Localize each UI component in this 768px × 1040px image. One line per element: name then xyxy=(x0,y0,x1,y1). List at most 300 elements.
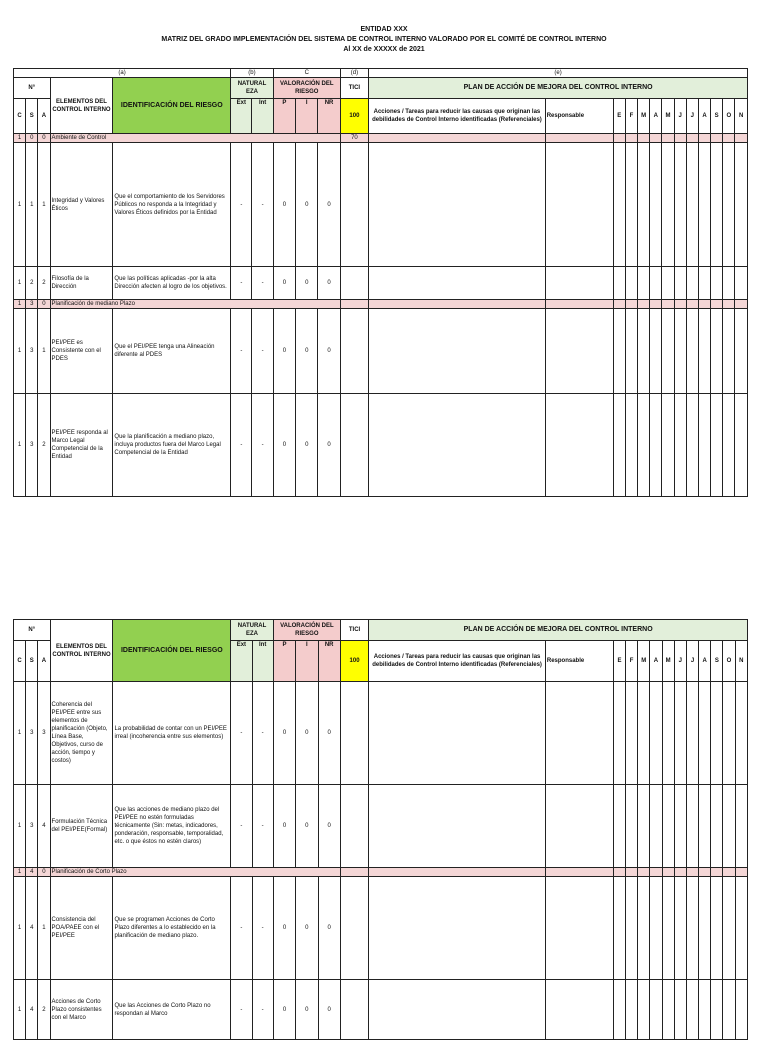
element-cell: Formulación Técnica del PEI/PEE(Formal) xyxy=(50,785,113,868)
plan-cell xyxy=(735,868,747,877)
month-cell xyxy=(625,267,637,300)
nr-cell: 0 xyxy=(318,394,340,497)
month-header: M xyxy=(662,99,674,134)
month-cell xyxy=(711,394,723,497)
plan-cell xyxy=(735,134,748,143)
tici-total: 100 xyxy=(340,641,368,682)
p-cell: 0 xyxy=(273,785,295,868)
month-header: F xyxy=(626,641,638,682)
ext-header: Ext xyxy=(231,99,252,134)
month-cell xyxy=(698,309,710,394)
int-cell: - xyxy=(252,309,273,394)
section-label: Planificación de mediano Plazo xyxy=(50,300,340,309)
a-cell: 0 xyxy=(38,868,50,877)
s-cell: 3 xyxy=(26,682,38,785)
s-cell: 4 xyxy=(26,980,38,1040)
month-cell xyxy=(662,143,674,267)
month-cell xyxy=(613,877,625,980)
month-cell xyxy=(650,309,662,394)
month-cell xyxy=(686,394,698,497)
responsible-header: Responsable xyxy=(545,99,613,134)
risk-cell: Que el PEI/PEE tenga una Alineación diferente al PDES xyxy=(113,309,231,394)
month-header: N xyxy=(735,99,748,134)
nr-cell: 0 xyxy=(318,877,340,980)
c-cell: 1 xyxy=(14,682,26,785)
p-cell: 0 xyxy=(273,980,295,1040)
month-header: O xyxy=(723,99,735,134)
plan-cell xyxy=(699,868,711,877)
responsible-cell xyxy=(545,394,613,497)
element-cell: Coherencia del PEI/PEE entre sus elementos de planificación (Objeto, Línea Base, Objetivos, curso de acción, tiempo y costos) xyxy=(50,682,113,785)
month-cell xyxy=(735,877,747,980)
month-cell xyxy=(626,682,638,785)
month-cell xyxy=(735,394,748,497)
plan-cell xyxy=(625,300,637,309)
risk-cell: Que las Acciones de Corto Plazo no respondan al Marco xyxy=(113,980,231,1040)
month-cell xyxy=(650,877,662,980)
p-cell: 0 xyxy=(273,394,295,497)
month-cell xyxy=(662,309,674,394)
risk-valuation-header: VALORACIÓN DEL RIESGO xyxy=(273,620,340,641)
month-cell xyxy=(711,785,723,868)
month-header: E xyxy=(613,641,625,682)
tici-cell: 70 xyxy=(340,134,368,143)
nr-cell: 0 xyxy=(318,143,340,267)
month-cell xyxy=(613,394,625,497)
plan-cell xyxy=(650,300,662,309)
c-cell: 1 xyxy=(14,300,26,309)
month-cell xyxy=(638,682,650,785)
month-cell xyxy=(650,785,662,868)
month-header: E xyxy=(613,99,625,134)
column-group-b: (b) xyxy=(231,69,274,78)
month-cell xyxy=(674,877,686,980)
month-cell xyxy=(735,143,748,267)
month-cell xyxy=(613,785,625,868)
plan-cell xyxy=(711,300,723,309)
month-cell xyxy=(735,309,748,394)
nr-cell: 0 xyxy=(318,267,340,300)
tici-cell xyxy=(340,267,368,300)
c-cell: 1 xyxy=(14,980,26,1040)
a-cell: 2 xyxy=(38,394,50,497)
elements-header: ELEMENTOS DEL CONTROL INTERNO xyxy=(50,78,113,134)
month-cell xyxy=(735,785,747,868)
c-cell: 1 xyxy=(14,309,26,394)
int-cell: - xyxy=(252,143,273,267)
plan-cell xyxy=(698,300,710,309)
section-row xyxy=(14,868,748,877)
nr-header: NR xyxy=(318,641,340,682)
entity-title: ENTIDAD XXX xyxy=(360,26,408,33)
s-cell: 3 xyxy=(26,300,38,309)
responsible-header: Responsable xyxy=(545,641,613,682)
month-cell xyxy=(638,267,650,300)
int-cell: - xyxy=(252,394,273,497)
plan-cell xyxy=(674,134,686,143)
month-cell xyxy=(711,143,723,267)
s-header: S xyxy=(26,641,38,682)
i-cell: 0 xyxy=(296,682,318,785)
responsible-cell xyxy=(545,980,613,1040)
elements-header: ELEMENTOS DEL CONTROL INTERNO xyxy=(50,620,113,682)
s-cell: 3 xyxy=(26,309,38,394)
month-header: O xyxy=(723,641,735,682)
nature-header: NATURAL EZA xyxy=(231,78,274,99)
month-header: J xyxy=(686,99,698,134)
plan-cell xyxy=(686,300,698,309)
i-cell: 0 xyxy=(296,785,318,868)
month-cell xyxy=(686,267,698,300)
nr-cell: 0 xyxy=(318,309,340,394)
month-cell xyxy=(613,980,625,1040)
nr-header: NR xyxy=(318,99,340,134)
plan-cell xyxy=(686,868,698,877)
c-cell: 1 xyxy=(14,143,26,267)
a-cell: 1 xyxy=(38,143,50,267)
month-cell xyxy=(638,143,650,267)
month-header: F xyxy=(625,99,637,134)
s-cell: 1 xyxy=(26,143,38,267)
s-cell: 4 xyxy=(26,868,38,877)
risk-identification-header: IDENTIFICACIÓN DEL RIESGO xyxy=(113,620,231,682)
int-header: Int xyxy=(252,99,273,134)
month-cell xyxy=(674,980,686,1040)
month-cell xyxy=(723,682,735,785)
c-cell: 1 xyxy=(14,267,26,300)
month-cell xyxy=(650,267,662,300)
actions-cell xyxy=(369,394,546,497)
month-cell xyxy=(638,877,650,980)
actions-cell xyxy=(369,267,546,300)
p-header: P xyxy=(273,99,295,134)
i-cell: 0 xyxy=(296,980,318,1040)
month-cell xyxy=(638,394,650,497)
plan-cell xyxy=(698,134,710,143)
tici-cell xyxy=(340,785,368,868)
p-cell: 0 xyxy=(273,682,295,785)
section-label: Ambiente de Control xyxy=(50,134,340,143)
plan-cell xyxy=(723,300,735,309)
table-row xyxy=(14,143,748,267)
column-group-c: C xyxy=(273,69,340,78)
element-cell: Acciones de Corto Plazo consistentes con el Marco xyxy=(50,980,113,1040)
month-cell xyxy=(674,394,686,497)
month-cell xyxy=(723,309,735,394)
i-cell: 0 xyxy=(296,267,318,300)
a-cell: 1 xyxy=(38,877,50,980)
plan-cell xyxy=(613,868,625,877)
i-cell: 0 xyxy=(296,143,318,267)
month-cell xyxy=(686,785,698,868)
month-cell xyxy=(650,394,662,497)
nr-cell: 0 xyxy=(318,785,340,868)
s-cell: 0 xyxy=(26,134,38,143)
month-cell xyxy=(711,267,723,300)
month-cell xyxy=(625,394,637,497)
actions-cell xyxy=(369,309,546,394)
month-header: M xyxy=(638,641,650,682)
tici-cell xyxy=(340,877,368,980)
plan-cell xyxy=(711,134,723,143)
section-row xyxy=(14,300,748,309)
responsible-cell xyxy=(545,143,613,267)
plan-cell xyxy=(662,300,674,309)
plan-cell xyxy=(662,868,674,877)
plan-cell xyxy=(650,868,662,877)
s-cell: 3 xyxy=(26,785,38,868)
month-cell xyxy=(613,143,625,267)
month-cell xyxy=(698,394,710,497)
tici-cell xyxy=(340,682,368,785)
ext-cell: - xyxy=(231,980,252,1040)
plan-cell xyxy=(674,868,686,877)
month-header: M xyxy=(638,99,650,134)
plan-cell xyxy=(638,300,650,309)
int-header: Int xyxy=(252,641,273,682)
month-cell xyxy=(662,980,674,1040)
month-cell xyxy=(650,980,662,1040)
plan-cell xyxy=(723,134,735,143)
responsible-cell xyxy=(545,877,613,980)
month-header: A xyxy=(698,99,710,134)
risk-cell: Que se programen Acciones de Corto Plazo diferentes a lo establecido en la planificación de mediano plazo. xyxy=(113,877,231,980)
month-cell xyxy=(699,980,711,1040)
month-cell xyxy=(674,682,686,785)
number-header: N° xyxy=(14,620,51,641)
month-cell xyxy=(613,682,625,785)
int-cell: - xyxy=(252,877,273,980)
i-cell: 0 xyxy=(296,309,318,394)
a-cell: 4 xyxy=(38,785,50,868)
month-cell xyxy=(674,267,686,300)
i-cell: 0 xyxy=(296,877,318,980)
month-cell xyxy=(711,682,723,785)
ext-cell: - xyxy=(231,785,252,868)
month-cell xyxy=(699,682,711,785)
month-cell xyxy=(650,143,662,267)
month-header: A xyxy=(699,641,711,682)
month-header: A xyxy=(650,641,662,682)
risk-valuation-header: VALORACIÓN DEL RIESGO xyxy=(273,78,340,99)
table-row xyxy=(14,267,748,300)
ext-cell: - xyxy=(231,682,252,785)
month-cell xyxy=(686,877,698,980)
month-header: J xyxy=(674,641,686,682)
column-group-e: (e) xyxy=(369,69,748,78)
table-row xyxy=(14,682,748,785)
risk-cell: Que las políticas aplicadas -por la alta Dirección afecten al logro de los objetivos. xyxy=(113,267,231,300)
month-header: N xyxy=(735,641,747,682)
section-label: Planificación de Corto Plazo xyxy=(50,868,340,877)
month-cell xyxy=(674,309,686,394)
plan-cell xyxy=(711,868,723,877)
responsible-cell xyxy=(545,785,613,868)
month-cell xyxy=(674,143,686,267)
month-cell xyxy=(686,143,698,267)
int-cell: - xyxy=(252,267,273,300)
ext-cell: - xyxy=(231,267,252,300)
month-cell xyxy=(723,785,735,868)
a-header: A xyxy=(38,641,50,682)
month-cell xyxy=(699,877,711,980)
plan-cell xyxy=(674,300,686,309)
c-header: C xyxy=(14,641,26,682)
actions-header: Acciones / Tareas para reducir las causas que originan las debilidades de Control Interno identificadas (Referenciales) xyxy=(369,99,546,134)
nr-cell: 0 xyxy=(318,682,340,785)
responsible-cell xyxy=(545,309,613,394)
plan-cell xyxy=(723,868,735,877)
month-cell xyxy=(626,785,638,868)
actions-cell xyxy=(369,143,546,267)
month-header: J xyxy=(686,641,698,682)
a-cell: 2 xyxy=(38,267,50,300)
actions-cell xyxy=(369,682,546,785)
month-cell xyxy=(613,267,625,300)
p-header: P xyxy=(273,641,295,682)
risk-identification-header: IDENTIFICACIÓN DEL RIESGO xyxy=(113,78,231,134)
table-row xyxy=(14,394,748,497)
tici-cell xyxy=(340,868,368,877)
month-cell xyxy=(613,309,625,394)
month-cell xyxy=(662,394,674,497)
month-cell xyxy=(735,980,747,1040)
plan-cell xyxy=(686,134,698,143)
month-cell xyxy=(723,143,735,267)
plan-cell xyxy=(638,134,650,143)
matrix-title: MATRIZ DEL GRADO IMPLEMENTACIÓN DEL SISTEMA DE CONTROL INTERNO VALORADO POR EL COMITÉ DE CONTROL INTERNO xyxy=(161,36,607,43)
month-cell xyxy=(626,877,638,980)
plan-cell xyxy=(369,300,546,309)
month-cell xyxy=(723,394,735,497)
actions-header: Acciones / Tareas para reducir las causas que originan las debilidades de Control Interno identificadas (Referenciales) xyxy=(369,641,546,682)
section-row xyxy=(14,134,748,143)
c-cell: 1 xyxy=(14,868,26,877)
plan-cell xyxy=(626,868,638,877)
tici-cell xyxy=(340,980,368,1040)
a-cell: 2 xyxy=(38,980,50,1040)
int-cell: - xyxy=(252,682,273,785)
plan-cell xyxy=(638,868,650,877)
table-row xyxy=(14,785,748,868)
month-header: S xyxy=(711,99,723,134)
element-cell: PEI/PEE es Consistente con el PDES xyxy=(50,309,113,394)
month-cell xyxy=(686,980,698,1040)
column-group-d: (d) xyxy=(340,69,368,78)
int-cell: - xyxy=(252,785,273,868)
table-row xyxy=(14,877,748,980)
plan-cell xyxy=(650,134,662,143)
action-plan-header: PLAN DE ACCIÓN DE MEJORA DEL CONTROL INTERNO xyxy=(369,78,748,99)
element-cell: Integridad y Valores Éticos xyxy=(50,143,113,267)
month-cell xyxy=(723,267,735,300)
plan-cell xyxy=(625,134,637,143)
month-header: J xyxy=(674,99,686,134)
nr-cell: 0 xyxy=(318,980,340,1040)
c-cell: 1 xyxy=(14,394,26,497)
actions-cell xyxy=(369,785,546,868)
month-cell xyxy=(638,980,650,1040)
plan-cell xyxy=(613,300,625,309)
month-cell xyxy=(625,143,637,267)
plan-cell xyxy=(545,134,613,143)
plan-cell xyxy=(613,134,625,143)
responsible-cell xyxy=(545,267,613,300)
month-cell xyxy=(662,267,674,300)
month-cell xyxy=(662,785,674,868)
ext-cell: - xyxy=(231,143,252,267)
tici-header: TICI xyxy=(340,620,368,641)
number-header: N° xyxy=(14,78,51,99)
matrix-date: Al XX de XXXXX de 2021 xyxy=(343,46,425,53)
control-matrix-table-1 xyxy=(13,68,748,497)
control-matrix-table-2 xyxy=(13,619,748,1040)
table-row xyxy=(14,309,748,394)
plan-cell xyxy=(735,300,748,309)
plan-cell xyxy=(662,134,674,143)
a-cell: 0 xyxy=(38,134,50,143)
month-cell xyxy=(711,980,723,1040)
month-cell xyxy=(723,980,735,1040)
action-plan-header: PLAN DE ACCIÓN DE MEJORA DEL CONTROL INTERNO xyxy=(369,620,748,641)
tici-cell xyxy=(340,300,368,309)
tici-header: TICI xyxy=(340,78,368,99)
month-cell xyxy=(698,143,710,267)
i-header: I xyxy=(296,641,318,682)
responsible-cell xyxy=(545,682,613,785)
i-header: I xyxy=(296,99,318,134)
month-header: S xyxy=(711,641,723,682)
table-row xyxy=(14,980,748,1040)
s-cell: 4 xyxy=(26,877,38,980)
ext-cell: - xyxy=(231,394,252,497)
p-cell: 0 xyxy=(273,267,295,300)
month-cell xyxy=(638,309,650,394)
month-cell xyxy=(638,785,650,868)
plan-cell xyxy=(545,300,613,309)
c-cell: 1 xyxy=(14,134,26,143)
month-cell xyxy=(698,267,710,300)
a-cell: 3 xyxy=(38,682,50,785)
element-cell: PEI/PEE responda al Marco Legal Competencial de la Entidad xyxy=(50,394,113,497)
risk-cell: La probabilidad de contar con un PEI/PEE irreal (incoherencia entre sus elementos) xyxy=(113,682,231,785)
month-cell xyxy=(735,267,748,300)
month-cell xyxy=(735,682,747,785)
month-cell xyxy=(650,682,662,785)
risk-cell: Que la planificación a mediano plazo, incluya productos fuera del Marco Legal Competencial de la Entidad xyxy=(113,394,231,497)
ext-cell: - xyxy=(231,877,252,980)
int-cell: - xyxy=(252,980,273,1040)
c-cell: 1 xyxy=(14,877,26,980)
month-cell xyxy=(674,785,686,868)
actions-cell xyxy=(369,877,546,980)
a-cell: 1 xyxy=(38,309,50,394)
month-header: M xyxy=(662,641,674,682)
month-cell xyxy=(662,877,674,980)
ext-cell: - xyxy=(231,309,252,394)
plan-cell xyxy=(369,134,546,143)
tici-cell xyxy=(340,309,368,394)
p-cell: 0 xyxy=(273,143,295,267)
risk-cell: Que las acciones de mediano plazo del PEI/PEE no estén formuladas técnicamente (Sin: metas, indicadores, ponderación, responsable, temporalidad, etc. o que éstos no estén claros) xyxy=(113,785,231,868)
nature-header: NATURAL EZA xyxy=(231,620,274,641)
tici-cell xyxy=(340,143,368,267)
a-cell: 0 xyxy=(38,300,50,309)
s-cell: 3 xyxy=(26,394,38,497)
month-cell xyxy=(723,877,735,980)
s-cell: 2 xyxy=(26,267,38,300)
month-cell xyxy=(711,309,723,394)
